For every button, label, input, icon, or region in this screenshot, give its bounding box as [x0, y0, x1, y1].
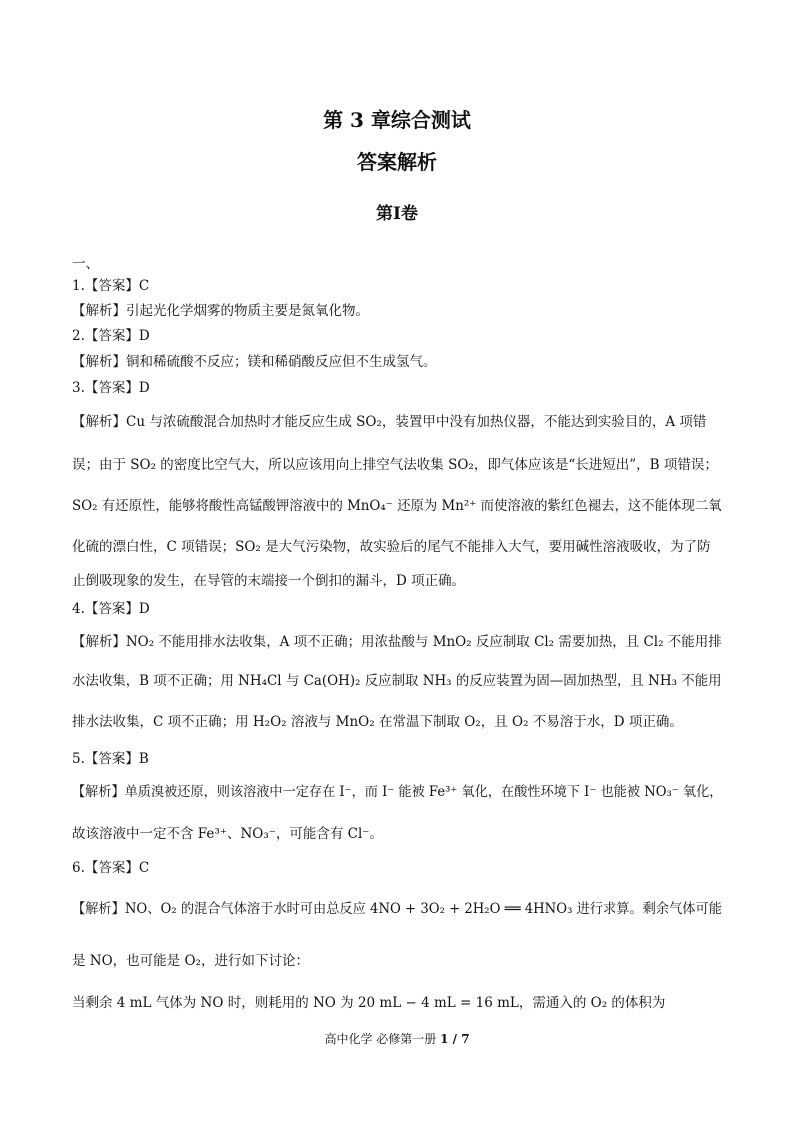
- answer-4: 4.【答案】D: [72, 601, 150, 617]
- analysis-4-line: 水法收集，B 项不正确；用 NH₄Cl 与 Ca(OH)₂ 反应制取 NH₃ 的反应装置为固—固加热型，且 NH₃ 不能用: [72, 673, 722, 689]
- page-subtitle: 答案解析: [357, 150, 437, 174]
- answer-3: 3.【答案】D: [72, 380, 150, 396]
- analysis-4-line: 【解析】NO₂ 不能用排水法收集，A 项不正确；用浓盐酸与 MnO₂ 反应制取 Cl₂ 需要加热，且 Cl₂ 不能用排: [72, 634, 722, 650]
- analysis-3-line: 误；由于 SO₂ 的密度比空气大，所以应该用向上排空气法收集 SO₂，即气体应该是“长进短出”，B 项错误；: [72, 457, 718, 473]
- analysis-1: 【解析】引起光化学烟雾的物质主要是氮氧化物。: [72, 303, 369, 319]
- answer-6: 6.【答案】C: [72, 860, 150, 876]
- part-label: 一、: [72, 256, 99, 272]
- analysis-5-line: 【解析】单质溴被还原，则该溶液中一定存在 I⁻，而 I⁻ 能被 Fe³⁺ 氧化，在酸性环境下 I⁻ 也能被 NO₃⁻ 氧化，: [72, 784, 723, 800]
- page-number: 1 / 7: [440, 1032, 470, 1046]
- answer-1: 1.【答案】C: [72, 278, 150, 294]
- analysis-6-line: 当剩余 4 mL 气体为 NO 时，则耗用的 NO 为 20 mL − 4 mL = 16 mL，需通入的 O₂ 的体积为: [72, 995, 666, 1011]
- footer-book-title: 高中化学 必修第一册: [324, 1032, 437, 1046]
- analysis-3-line: SO₂ 有还原性，能够将酸性高锰酸钾溶液中的 MnO₄⁻ 还原为 Mn²⁺ 而使溶液的紫红色褪去，这不能体现二氧: [72, 498, 722, 514]
- analysis-3-line: 止倒吸现象的发生，在导管的末端接一个倒扣的漏斗，D 项正确。: [72, 573, 466, 589]
- analysis-4-line: 排水法收集，C 项不正确；用 H₂O₂ 溶液与 MnO₂ 在常温下制取 O₂，且 O₂ 不易溶于水，D 项正确。: [72, 714, 683, 730]
- analysis-6-line: 【解析】NO、O₂ 的混合气体溶于水时可由总反应 4NO + 3O₂ + 2H₂O ══ 4HNO₃ 进行求算。剩余气体可能: [72, 901, 722, 917]
- analysis-2: 【解析】铜和稀硫酸不反应；镁和稀硝酸反应但不生成氢气。: [72, 354, 437, 370]
- page-footer: [0, 1030, 794, 1047]
- analysis-3-line: 【解析】Cu 与浓硫酸混合加热时才能反应生成 SO₂，装置甲中没有加热仪器，不能达到实验目的，A 项错: [72, 414, 707, 430]
- analysis-3-line: 化硫的漂白性，C 项错误；SO₂ 是大气污染物，故实验后的尾气不能排入大气，要用碱性溶液吸收，为了防: [72, 539, 711, 555]
- page-title: 第 3 章综合测试: [323, 108, 471, 132]
- section-title: 第Ⅰ卷: [376, 204, 418, 224]
- analysis-5-line: 故该溶液中一定不含 Fe³⁺、NO₃⁻，可能含有 Cl⁻。: [72, 826, 383, 842]
- answer-5: 5.【答案】B: [72, 751, 149, 767]
- analysis-6-line: 是 NO，也可能是 O₂，进行如下讨论：: [72, 953, 309, 969]
- answer-2: 2.【答案】D: [72, 328, 150, 344]
